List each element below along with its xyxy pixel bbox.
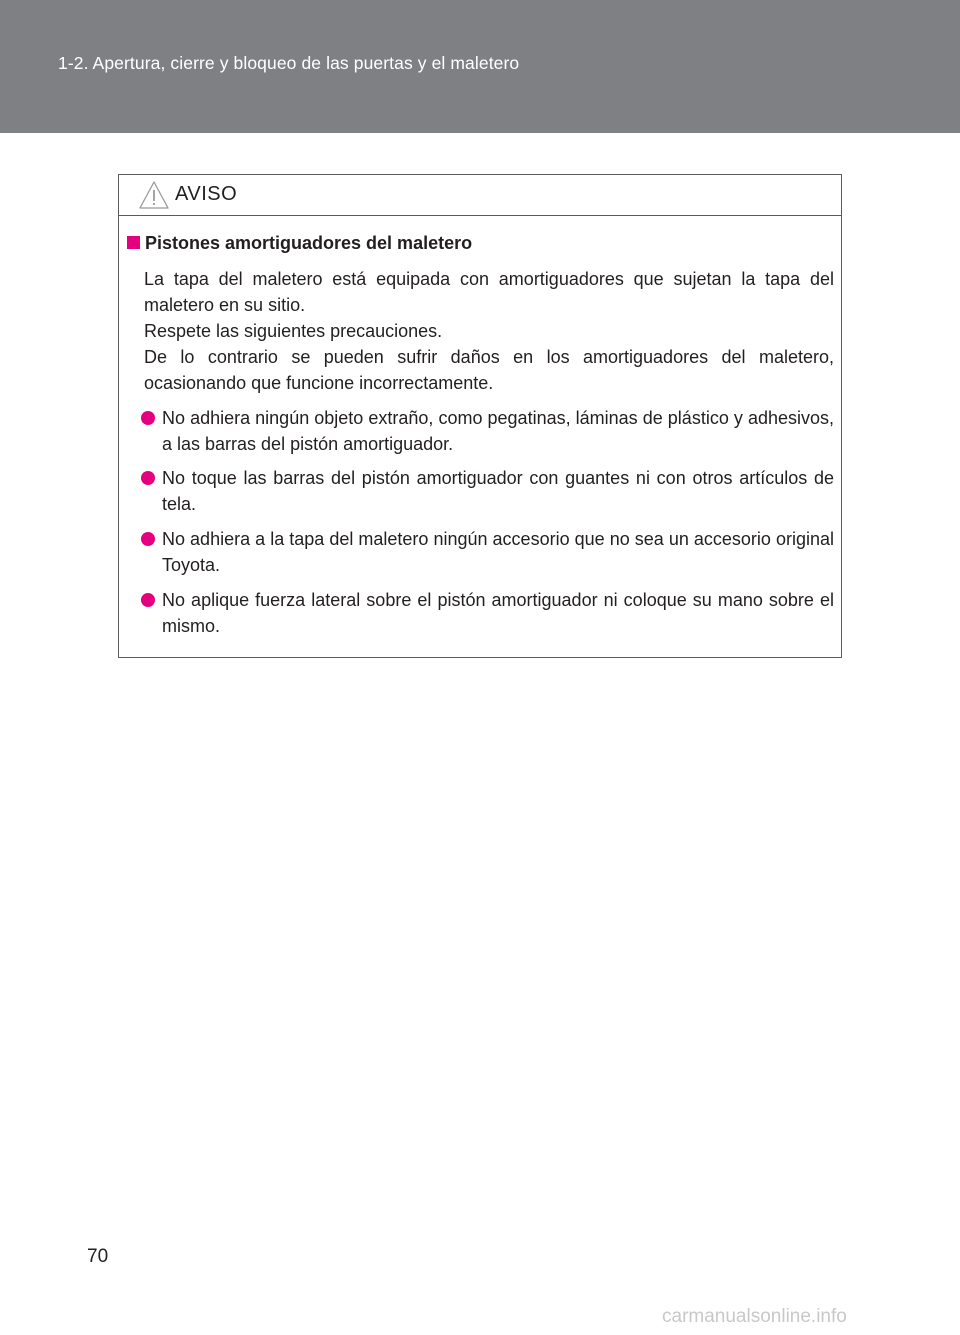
bullet-item <box>141 526 834 578</box>
bullet-text: No adhiera ningún objeto extraño, como pegatinas, láminas de plástico y adhesivos, a las barras del pistón amortiguador. <box>162 408 834 454</box>
bullet-item <box>141 405 834 457</box>
warning-triangle-icon <box>138 180 170 210</box>
warning-paragraph: Respete las siguientes precauciones. <box>144 321 443 341</box>
warning-header <box>119 175 841 216</box>
watermark: carmanualsonline.info <box>662 1306 847 1327</box>
round-bullet-icon <box>141 593 155 607</box>
warning-label: AVISO <box>175 183 238 205</box>
bullet-item <box>141 587 834 639</box>
warning-section-title-text: Pistones amortiguadores del maletero <box>145 233 473 253</box>
bullet-item <box>141 465 834 517</box>
bullet-text: No aplique fuerza lateral sobre el pistón amortiguador ni coloque su mano sobre el mismo. <box>162 590 834 636</box>
round-bullet-icon <box>141 471 155 485</box>
warning-paragraph: La tapa del maletero está equipada con amortiguadores que sujetan la tapa del maletero en su sitio. <box>144 269 834 315</box>
page-number: 70 <box>87 1246 109 1267</box>
header-band <box>0 0 960 133</box>
warning-paragraph: De lo contrario se pueden sufrir daños en los amortiguadores del maletero, ocasionando que funcione incorrectamente. <box>144 347 834 393</box>
square-bullet-icon <box>127 236 140 249</box>
bullet-text: No toque las barras del pistón amortiguador con guantes ni con otros artículos de tela. <box>162 468 834 514</box>
round-bullet-icon <box>141 411 155 425</box>
section-header-title: 1-2. Apertura, cierre y bloqueo de las puertas y el maletero <box>58 53 520 73</box>
round-bullet-icon <box>141 532 155 546</box>
warning-box <box>118 174 842 658</box>
bullet-text: No adhiera a la tapa del maletero ningún accesorio que no sea un accesorio original Toyota. <box>162 529 834 575</box>
warning-section-title <box>127 233 472 254</box>
